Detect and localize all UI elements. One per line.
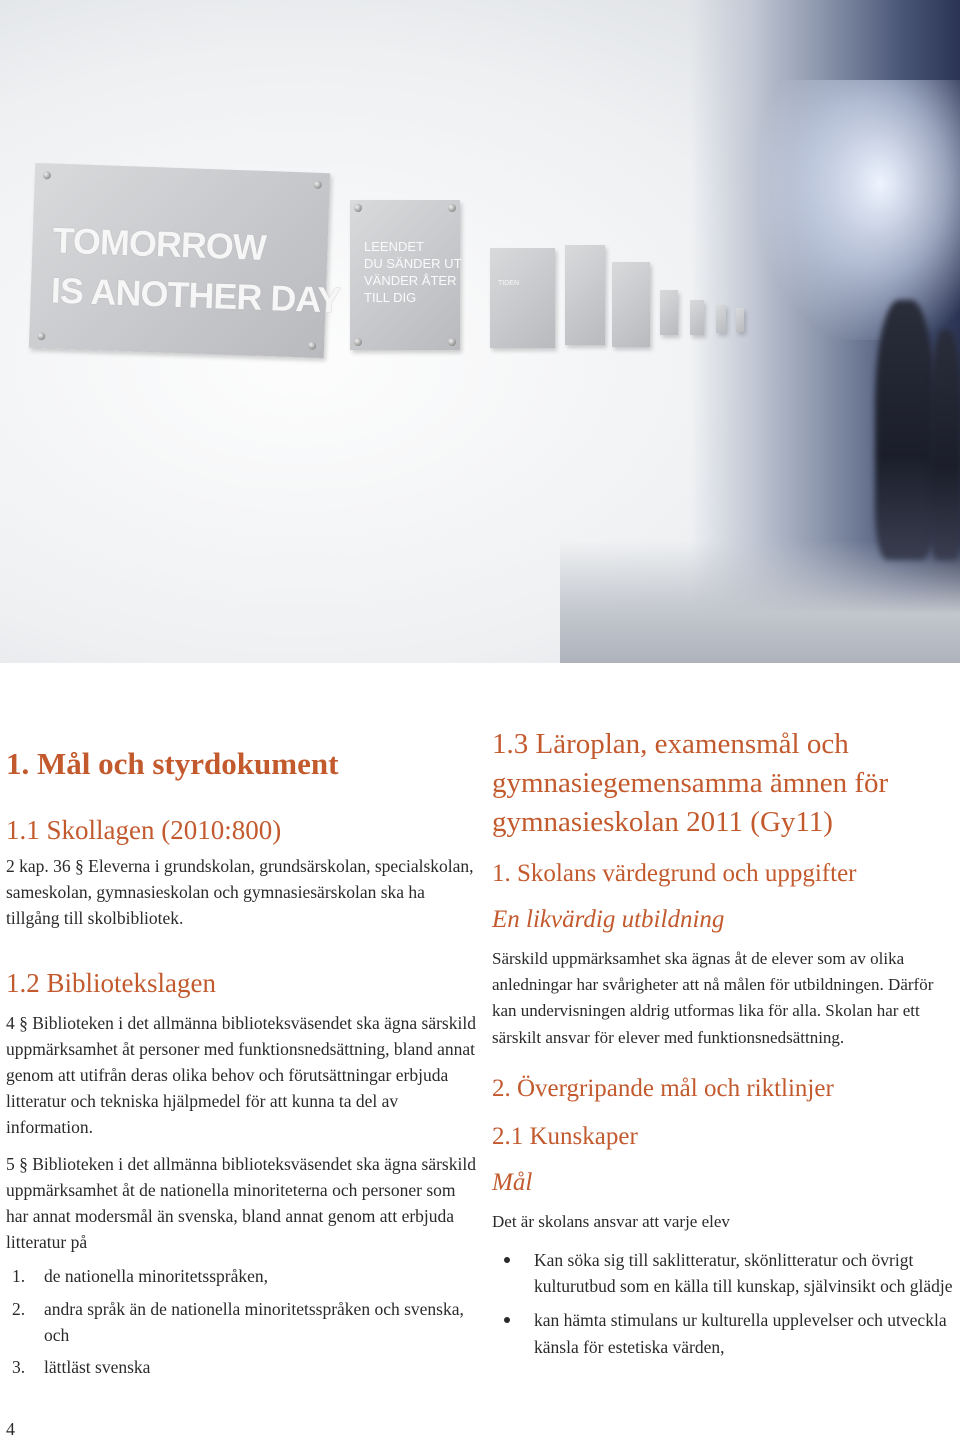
wall-plate: [690, 300, 704, 335]
right-column: [492, 725, 957, 1360]
chapter-title: 1. Mål och styrdokument: [6, 746, 339, 781]
subsection-subtitle: En likvärdig utbildning: [492, 906, 725, 933]
page-number: 4: [6, 1419, 15, 1439]
section-title: 1.2 Bibliotekslagen: [6, 967, 216, 998]
ceiling-light: [760, 80, 960, 340]
left-column: [6, 745, 476, 1380]
wall-plate: [660, 290, 678, 335]
subsection-title: 2.1 Kunskaper: [492, 1122, 638, 1150]
wall-plate: [350, 200, 460, 350]
list-item: 2. andra språk än de nationella minoritetsspråken och svenska, och: [12, 1298, 464, 1345]
wall-plate: [736, 308, 744, 332]
paragraph: 2 kap. 36 § Eleverna i grundskolan, grundsärskolan, specialskolan, sameskolan, gymnasieskolan och gymnasiesärskolan ska ha tillgång till skolbibliotek.: [6, 856, 474, 929]
paragraph: Det är skolans ansvar att varje elev: [492, 1211, 730, 1231]
wall-plate: [716, 305, 726, 333]
plate-text: LEENDET DU SÄNDER UT VÄNDER ÅTER TILL DIG: [364, 239, 462, 305]
list-item: kan hämta stimulans ur kulturella upplevelser och utveckla känsla för estetiska värden,: [492, 1307, 957, 1359]
list-item: 3. lättläst svenska: [12, 1357, 151, 1378]
wall-plate: [490, 248, 555, 348]
wall-plate: [612, 262, 650, 347]
wall-plate: [565, 245, 605, 345]
subsection-title: 1. Skolans värdegrund och uppgifter: [492, 860, 857, 887]
wall-plate-large: [29, 163, 341, 358]
blurred-person: [930, 330, 960, 560]
bullet-list: [492, 1247, 957, 1360]
list-item: Kan söka sig till saklitteratur, skönlitteratur och övrigt kulturutbud som en källa till kunskap, självinsikt och glädje: [492, 1247, 957, 1299]
numbered-list: [6, 1263, 476, 1380]
section-title: 1.3 Läroplan, examensmål och gymnasiegemensamma ämnen för gymnasieskolan 2011 (Gy11): [492, 728, 889, 838]
hallway-photo: [0, 0, 960, 663]
paragraph: 4 § Biblioteken i det allmänna biblioteksväsendet ska ägna särskild uppmärksamhet åt personer med funktionsnedsättning, bland annat genom att utifrån deras olika behov och förutsättningar erbjuda litteratur och tekniska hjälpmedel för att kunna ta del av information.: [6, 1012, 476, 1138]
paragraph: 5 § Biblioteken i det allmänna biblioteksväsendet ska ägna särskild uppmärksamhet åt de nationella minoriteterna och personer som har annat modersmål än svenska, bland annat genom att erbjuda litteratur på: [6, 1153, 476, 1253]
subsection-subtitle: Mål: [492, 1168, 533, 1196]
plate-text: TIDEN: [498, 280, 519, 287]
paragraph: Särskild uppmärksamhet ska ägnas åt de elever som av olika anledningar har svårigheter att nå målen för utbildningen. Därför kan undervisningen aldrig utformas lika för alla. Skolan har ett särskilt ansvar för elever med funktionsnedsättning.: [492, 949, 934, 1047]
plate-text: TOMORROW IS ANOTHER DAY: [50, 219, 341, 321]
section-title: 1.1 Skollagen (2010:800): [6, 815, 282, 845]
blurred-person: [875, 300, 935, 560]
list-item: 1. de nationella minoritetsspråken,: [12, 1266, 269, 1287]
bullet-icon: [504, 1257, 510, 1263]
bullet-icon: [504, 1317, 510, 1323]
subsection-title: 2. Övergripande mål och riktlinjer: [492, 1074, 834, 1102]
